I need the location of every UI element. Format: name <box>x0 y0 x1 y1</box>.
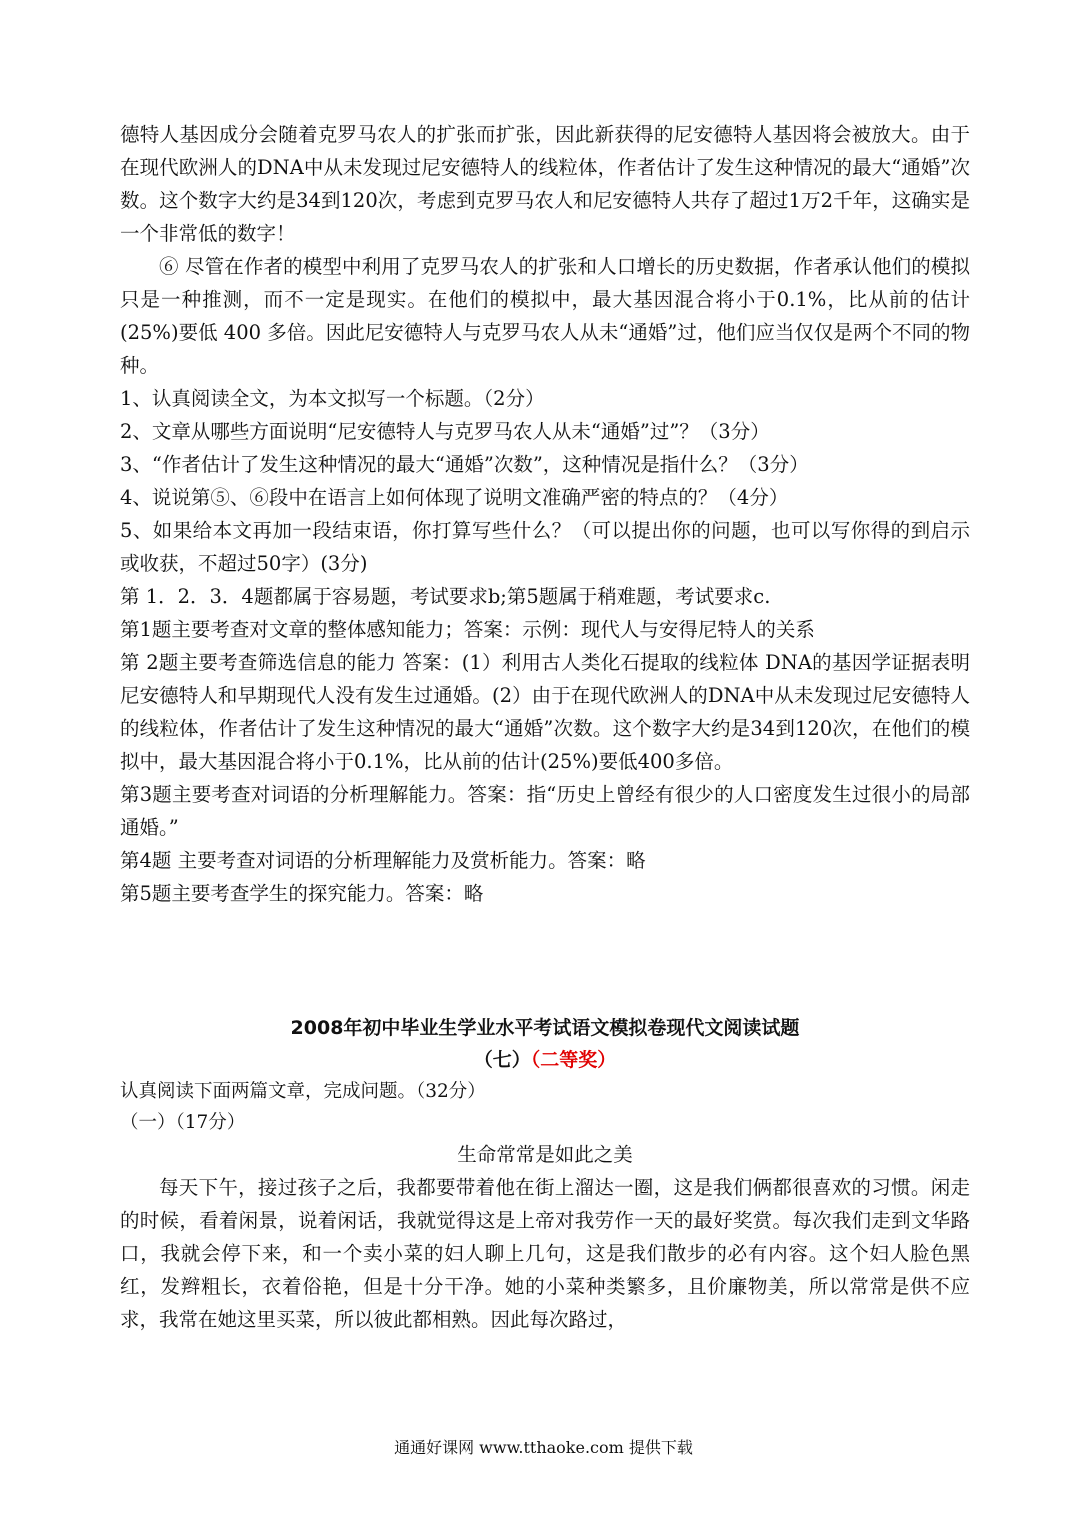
article-paragraph: 每天下午，接过孩子之后，我都要带着他在街上溜达一圈，这是我们俩都很喜欢的习惯。闲走的时候，看着闲景，说着闲话，我就觉得这是上帝对我劳作一天的最好奖赏。每次我们走到文华路口，我就会停下来，和一个卖小菜的妇人聊上几句，这是我们散步的必有内容。这个妇人脸色黑红，发辫粗长，衣着俗艳，但是十分干净。她的小菜种类繁多，且价廉物美，所以常常是供不应求，我常在她这里买菜，所以彼此都相熟。因此每次路过， <box>120 1176 970 1331</box>
paragraph-5-continued: 德特人基因成分会随着克罗马农人的扩张而扩张，因此新获得的尼安德特人基因将会被放大。由于在现代欧洲人的DNA中从未发现过尼安德特人的线粒体，作者估计了发生这种情况的最大“通婚”次数。这个数字大约是34到120次，考虑到克罗马农人和尼安德特人共存了超过1万2千年，这确实是一个非常低的数字！ <box>120 123 970 245</box>
exam-title-block <box>120 1012 970 1076</box>
question-2: 2、文章从哪些方面说明“尼安德特人与克罗马农人从未“通婚”过”？（3分） <box>120 420 770 443</box>
question-1: 1、认真阅读全文，为本文拟写一个标题。（2分） <box>120 387 545 410</box>
exam-title: 2008年初中毕业生学业水平考试语文模拟卷现代文阅读试题 <box>290 1017 800 1039</box>
footer-source: 通通好课网 www.tthaoke.com 提供下载 <box>394 1438 693 1457</box>
article-title: 生命常常是如此之美 <box>457 1143 633 1166</box>
document-content <box>120 118 970 1336</box>
exam-instruction: 认真阅读下面两篇文章，完成问题。（32分） <box>120 1081 486 1102</box>
prize-label: （二等奖） <box>530 1049 617 1071</box>
section-label: （一）（17分） <box>120 1112 246 1133</box>
answer-difficulty: 第 1．2．3．4题都属于容易题，考试要求b;第5题属于稍难题，考试要求c. <box>120 585 771 608</box>
section-gap <box>120 910 970 1012</box>
answer-5: 第5题主要考查学生的探究能力。答案：略 <box>120 882 484 905</box>
question-4: 4、说说第⑤、⑥段中在语言上如何体现了说明文准确严密的特点的？（4分） <box>120 486 789 509</box>
exam-number: （七） <box>473 1049 531 1071</box>
paragraph-6: ⑥ 尽管在作者的模型中利用了克罗马农人的扩张和人口增长的历史数据，作者承认他们的模拟只是一种推测，而不一定是现实。在他们的模拟中，最大基因混合将小于0.1%，比从前的估计(25%)要低 400 多倍。因此尼安德特人与克罗马农人从未“通婚”过，他们应当仅仅是两个不同的物种。 <box>120 255 970 377</box>
answer-1: 第1题主要考查对文章的整体感知能力；答案：示例：现代人与安得尼特人的关系 <box>120 618 815 641</box>
answer-4: 第4题 主要考查对词语的分析理解能力及赏析能力。答案：略 <box>120 849 646 872</box>
question-5: 5、如果给本文再加一段结束语，你打算写些什么？（可以提出你的问题，也可以写你得的到启示或收获，不超过50字）(3分) <box>120 519 970 575</box>
answer-2: 第 2题主要考查筛选信息的能力 答案：(1）利用古人类化石提取的线粒体 DNA的基因学证据表明尼安德特人和早期现代人没有发生过通婚。(2）由于在现代欧洲人的DNA中从未发现过尼安德特人的线粒体，作者估计了发生这种情况的最大“通婚”次数。这个数字大约是34到120次，在他们的模拟中，最大基因混合将小于0.1%，比从前的估计(25%)要低400多倍。 <box>120 651 970 773</box>
question-3: 3、“作者估计了发生这种情况的最大“通婚”次数”，这种情况是指什么？（3分） <box>120 453 809 476</box>
exam-subtitle <box>120 1044 970 1076</box>
answer-3: 第3题主要考查对词语的分析理解能力。答案：指“历史上曾经有很少的人口密度发生过很小的局部通婚。” <box>120 783 970 839</box>
